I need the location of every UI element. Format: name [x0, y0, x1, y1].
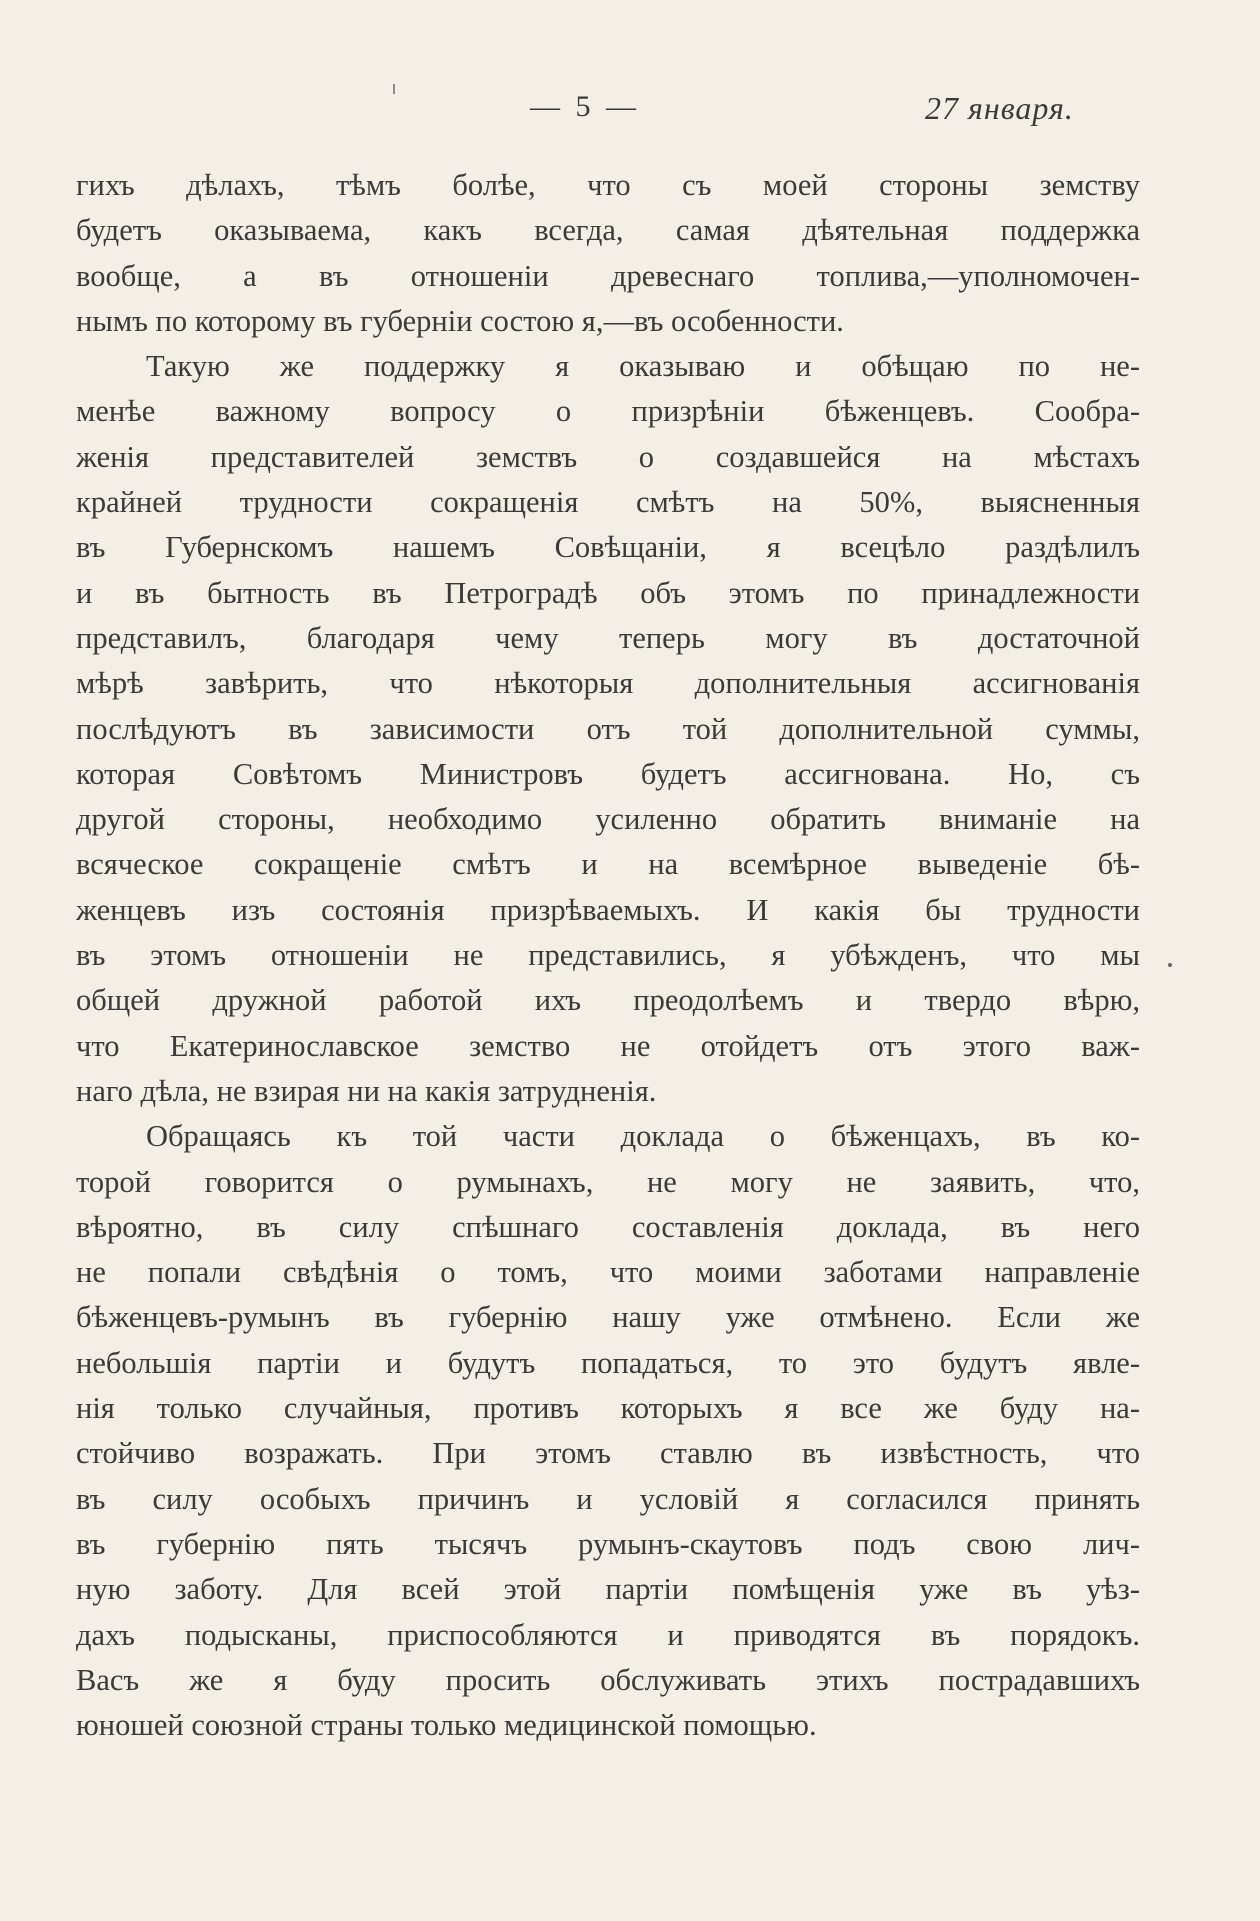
text-line: ную заботу. Для всей этой партіи помѣщенія уже въ уѣз-: [76, 1572, 1140, 1607]
text-line: женія представителей земствъ о создавшейся на мѣстахъ: [76, 439, 1140, 474]
text-line: въ губернію пять тысячъ румынъ-скаутовъ подъ свою лич-: [76, 1526, 1140, 1561]
text-line: будетъ оказываема, какъ всегда, самая дѣятельная поддержка: [76, 213, 1140, 248]
text-line: нымъ по которому въ губерніи состою я,—въ особенности.: [76, 303, 844, 338]
text-line: наго дѣла, не взирая ни на какія затрудненія.: [76, 1073, 657, 1108]
running-header: [0, 90, 1260, 130]
text-line: гихъ дѣлахъ, тѣмъ болѣе, что съ моей стороны земству: [76, 168, 1140, 202]
text-line: въ этомъ отношеніи не представились, я убѣжденъ, что мы: [76, 938, 1140, 973]
text-line: въ силу особыхъ причинъ и условій я согласился принять: [76, 1481, 1140, 1516]
page-number: — 5 —: [530, 90, 640, 123]
text-line: вѣроятно, въ силу спѣшнаго составленія доклада, въ него: [76, 1209, 1140, 1244]
body-text: [76, 163, 1140, 1748]
text-line: Такую же поддержку я оказываю и обѣщаю по не-: [146, 349, 1140, 384]
text-line: которая Совѣтомъ Министровъ будетъ ассигнована. Но, съ: [76, 756, 1140, 791]
header-date: 27 января.: [925, 90, 1074, 126]
text-line: бѣженцевъ-румынъ въ губернію нашу уже отмѣнено. Если же: [76, 1300, 1140, 1335]
text-line: Васъ же я буду просить обслуживать этихъ пострадавшихъ: [76, 1662, 1140, 1697]
text-line: крайней трудности сокращенія смѣтъ на 50%, выясненныя: [76, 485, 1140, 520]
text-line: не попали свѣдѣнія о томъ, что моими заботами направленіе: [76, 1255, 1140, 1290]
text-line: Обращаясь къ той части доклада о бѣженцахъ, въ ко-: [146, 1119, 1140, 1154]
text-line: небольшія партіи и будутъ попадаться, то это будутъ явле-: [76, 1345, 1140, 1380]
text-line: что Екатеринославское земство не отойдетъ отъ этого важ-: [76, 1028, 1140, 1063]
text-line: юношей союзной страны только медицинской помощью.: [76, 1708, 817, 1743]
text-line: нія только случайныя, противъ которыхъ я все же буду на-: [76, 1391, 1140, 1426]
text-line: въ Губернскомъ нашемъ Совѣщаніи, я всецѣло раздѣлилъ: [76, 530, 1140, 565]
text-line: женцевъ изъ состоянія призрѣваемыхъ. И какія бы трудности: [76, 892, 1140, 927]
text-line: менѣе важному вопросу о призрѣніи бѣженцевъ. Сообра-: [76, 394, 1140, 429]
text-line: вообще, а въ отношеніи древеснаго топлива,—уполномочен-: [76, 258, 1140, 293]
text-line: общей дружной работой ихъ преодолѣемъ и твердо вѣрю,: [76, 983, 1140, 1018]
text-line: торой говорится о румынахъ, не могу не заявить, что,: [76, 1164, 1140, 1199]
text-line: другой стороны, необходимо усиленно обратить вниманіе на: [76, 802, 1140, 837]
text-line: дахъ подысканы, приспособляются и приводятся въ порядокъ.: [76, 1617, 1140, 1652]
text-line: всяческое сокращеніе смѣтъ и на всемѣрное выведеніе бѣ-: [76, 847, 1140, 882]
text-line: стойчиво возражать. При этомъ ставлю въ извѣстность, что: [76, 1436, 1140, 1471]
text-line: мѣрѣ завѣрить, что нѣкоторыя дополнительныя ассигнованія: [76, 666, 1140, 701]
text-line: и въ бытность въ Петроградѣ объ этомъ по принадлежности: [76, 575, 1140, 610]
margin-dot: [1168, 963, 1172, 967]
text-line: представилъ, благодаря чему теперь могу въ достаточной: [76, 620, 1140, 655]
text-line: послѣдуютъ въ зависимости отъ той дополнительной суммы,: [76, 711, 1140, 746]
